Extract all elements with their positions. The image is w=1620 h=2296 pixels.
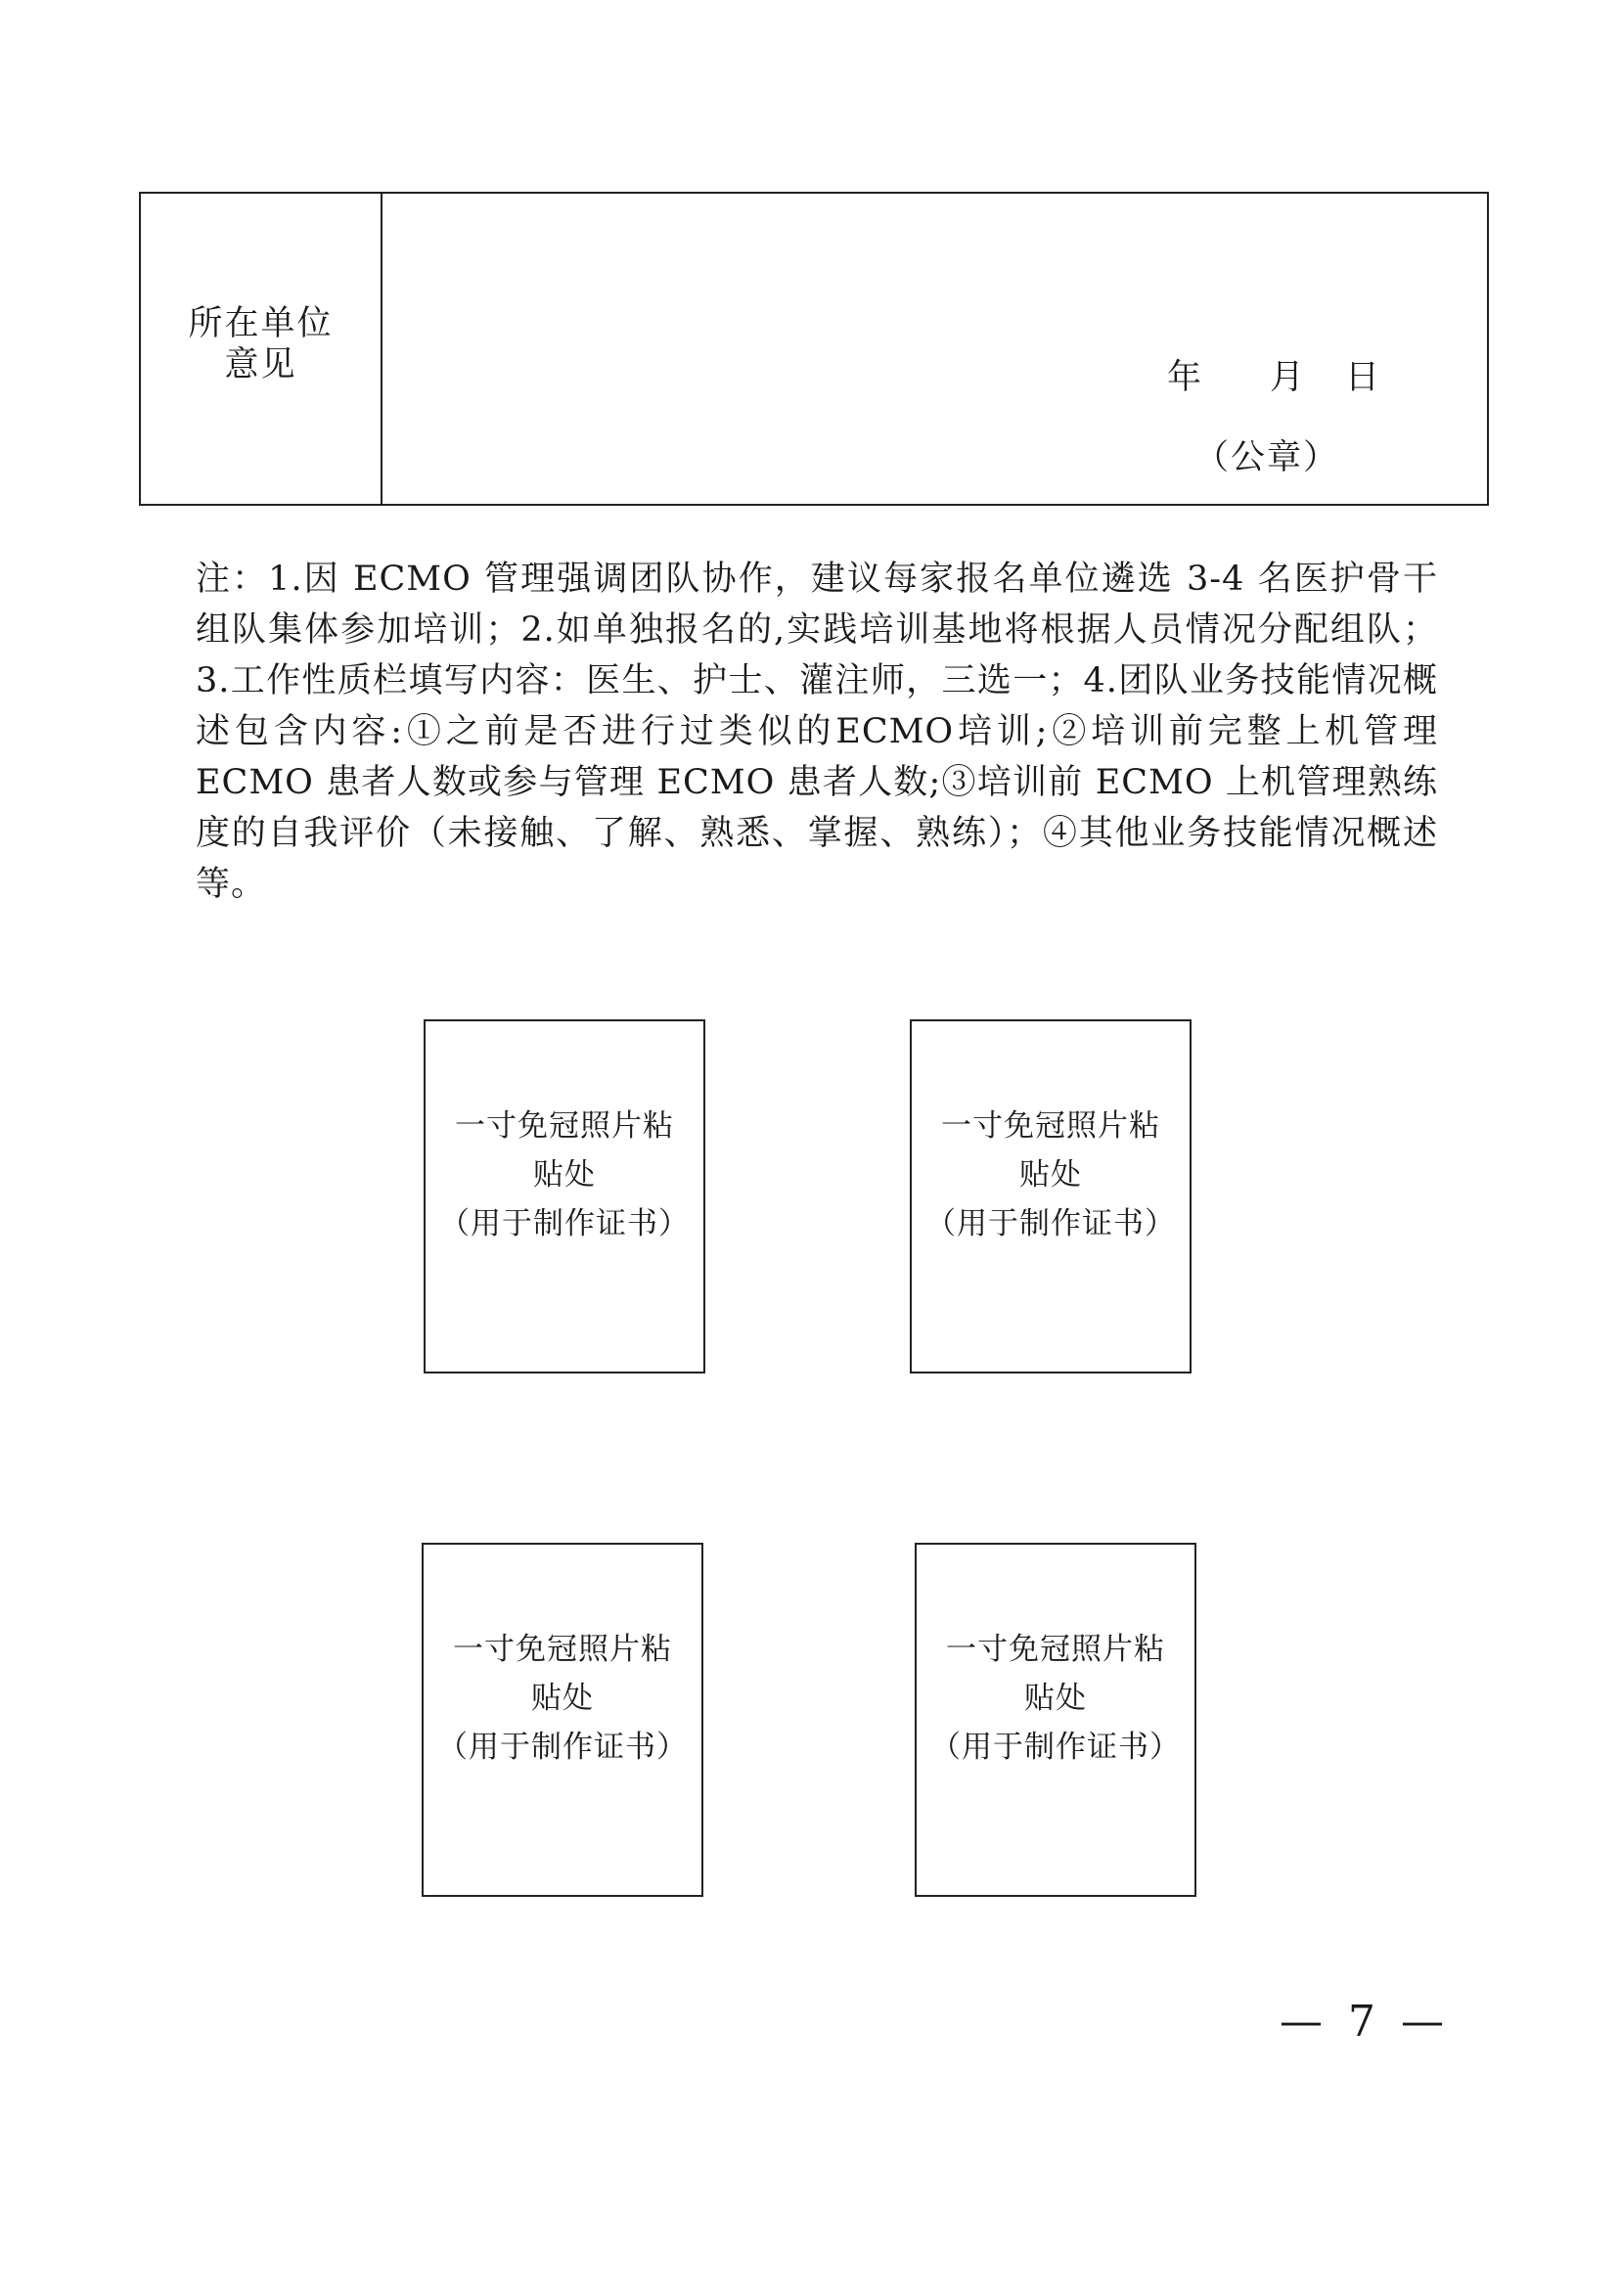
photo-text [426, 1102, 703, 1248]
photo-placeholder-4 [915, 1543, 1196, 1897]
photo-placeholder-3 [422, 1543, 703, 1897]
photo-text-line1: 一寸免冠照片粘 [946, 1632, 1165, 1667]
date-year-label: 年 [1167, 358, 1202, 397]
photo-placeholder-2 [910, 1019, 1192, 1373]
photo-text-line1: 一寸免冠照片粘 [455, 1108, 674, 1144]
opinion-label-line1: 所在单位 [188, 304, 334, 343]
photo-placeholder-1 [424, 1019, 705, 1373]
opinion-content-cell[interactable] [382, 194, 1487, 504]
page-number: — 7 — [1280, 1997, 1450, 2047]
date-day-label: 日 [1345, 358, 1380, 397]
photo-text-line2: 贴处 [531, 1681, 594, 1716]
unit-opinion-table [139, 192, 1489, 506]
opinion-label-line2: 意见 [224, 345, 297, 384]
photo-text-line2: 贴处 [533, 1157, 596, 1193]
photo-text-line3: （用于制作证书） [437, 1730, 688, 1765]
photo-text [917, 1625, 1194, 1772]
opinion-label [141, 303, 381, 385]
photo-text-line3: （用于制作证书） [925, 1206, 1176, 1241]
photo-text-line1: 一寸免冠照片粘 [941, 1108, 1160, 1144]
photo-text-line3: （用于制作证书） [439, 1206, 690, 1241]
photo-text-line2: 贴处 [1019, 1157, 1082, 1193]
photo-text [424, 1625, 701, 1772]
photo-text-line1: 一寸免冠照片粘 [453, 1632, 672, 1667]
date-month-label: 月 [1270, 358, 1305, 397]
official-seal-label: （公章） [1194, 438, 1340, 477]
photo-text-line3: （用于制作证书） [930, 1730, 1181, 1765]
photo-text-line2: 贴处 [1024, 1681, 1087, 1716]
photo-text [912, 1102, 1190, 1248]
opinion-label-cell [141, 194, 382, 504]
note-paragraph: 注：1.因 ECMO 管理强调团队协作，建议每家报名单位遴选 3-4 名医护骨干组队集体参加培训；2.如单独报名的,实践培训基地将根据人员情况分配组队；3.工作性质栏填写内容：医生、护士、灌注师，三选一；4.团队业务技能情况概述包含内容:①之前是否进行过类似的ECMO培训;②培训前完整上机管理 ECMO 患者人数或参与管理 ECMO 患者人数;③培训前 ECMO 上机管理熟练度的自我评价（未接触、了解、熟悉、掌握、熟练）；④其他业务技能情况概述等。 [196, 560, 1438, 904]
